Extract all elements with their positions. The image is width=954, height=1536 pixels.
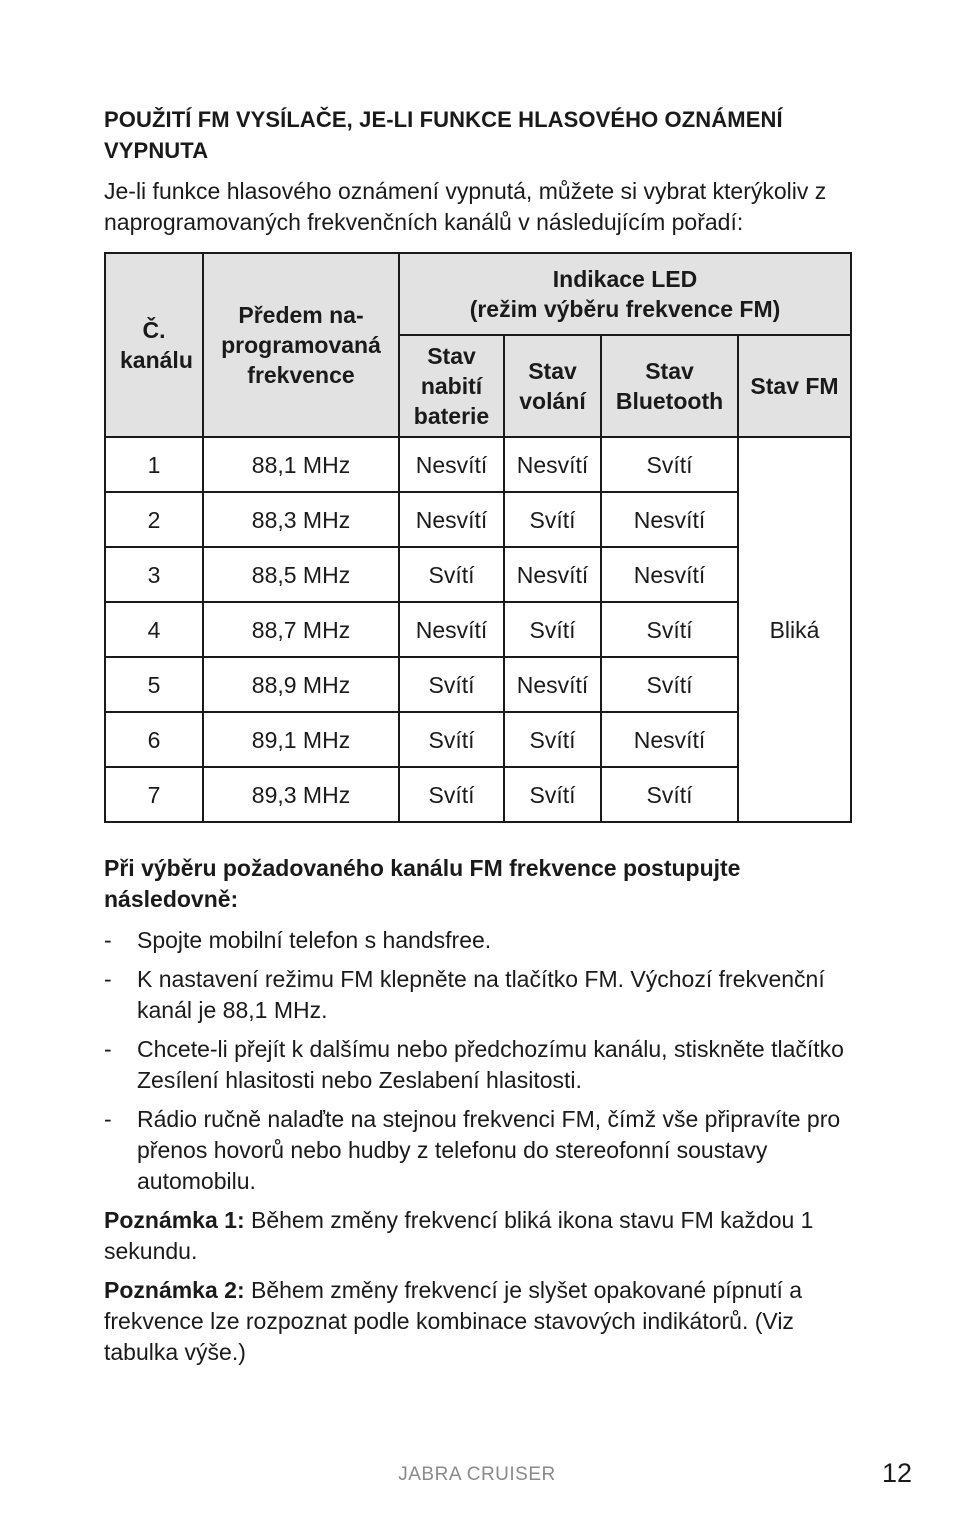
cell-channel: 2 [105,492,203,547]
cell-battery: Svítí [399,712,504,767]
note-1-text: Během změny frekvencí bliká ikona stavu FM každou 1 sekundu. [104,1207,814,1264]
note-1 [104,1205,850,1267]
cell-frequency: 88,7 MHz [203,602,399,657]
header-fm: Stav FM [738,335,851,437]
cell-frequency: 89,1 MHz [203,712,399,767]
page-footer: JABRA CRUISER [398,1464,556,1485]
list-item [104,1104,850,1197]
cell-call: Nesvítí [504,657,601,712]
step-text: K nastavení režimu FM klepněte na tlačítko FM. Výchozí frekvenční kanál je 88,1 MHz. [137,966,825,1023]
step-text: Rádio ručně nalaďte na stejnou frekvenci FM, čímž vše připravíte pro přenos hovorů nebo hudby z telefonu do stereofonní soustavy automobilu. [137,1106,841,1194]
note-2-text: Během změny frekvencí je slyšet opakované pípnutí a frekvence lze rozpoznat podle kombinace stavových indikátorů. (Viz tabulka výše.) [104,1277,803,1365]
cell-frequency: 88,3 MHz [203,492,399,547]
cell-bluetooth: Nesvítí [601,712,738,767]
cell-channel: 5 [105,657,203,712]
cell-frequency: 88,9 MHz [203,657,399,712]
page-content [104,104,850,1368]
cell-battery: Svítí [399,547,504,602]
cell-channel: 4 [105,602,203,657]
cell-fm-status: Bliká [738,437,851,822]
cell-call: Svítí [504,602,601,657]
cell-battery: Svítí [399,657,504,712]
cell-channel: 3 [105,547,203,602]
cell-call: Svítí [504,712,601,767]
cell-battery: Nesvítí [399,602,504,657]
cell-bluetooth: Svítí [601,437,738,492]
cell-bluetooth: Svítí [601,657,738,712]
header-frequency: Předem na-programovaná frekvence [203,253,399,437]
bullet-dash: - [104,927,112,953]
step-text: Chcete-li přejít k dalšímu nebo předchozímu kanálu, stiskněte tlačítko Zesílení hlasitosti nebo Zeslabení hlasitosti. [137,1036,844,1093]
note-2-label: Poznámka 2: [104,1277,245,1303]
cell-battery: Nesvítí [399,437,504,492]
list-item [104,1034,850,1096]
bullet-dash: - [104,1036,112,1062]
cell-frequency: 89,3 MHz [203,767,399,822]
intro-paragraph: Je-li funkce hlasového oznámení vypnutá, můžete si vybrat kterýkoliv z naprogramovaných frekvenčních kanálů v následujícím pořadí: [104,178,827,235]
procedure-heading: Při výběru požadovaného kanálu FM frekvence postupujte následovně: [104,855,741,912]
header-channel: Č. kanálu [105,253,203,437]
cell-battery: Svítí [399,767,504,822]
cell-call: Nesvítí [504,547,601,602]
cell-frequency: 88,1 MHz [203,437,399,492]
header-call: Stav volání [504,335,601,437]
procedure-steps [104,925,850,1197]
fm-channel-table [104,252,852,823]
cell-bluetooth: Nesvítí [601,547,738,602]
cell-channel: 7 [105,767,203,822]
cell-frequency: 88,5 MHz [203,547,399,602]
list-item [104,925,850,956]
header-led-group [399,253,851,335]
section-heading: POUŽITÍ FM VYSÍLAČE, JE-LI FUNKCE HLASOVÉHO OZNÁMENÍ VYPNUTA [104,107,783,163]
cell-call: Svítí [504,492,601,547]
cell-call: Nesvítí [504,437,601,492]
step-text: Spojte mobilní telefon s handsfree. [137,927,492,953]
header-led-group-subtitle: (režim výběru frekvence FM) [469,296,781,322]
cell-channel: 1 [105,437,203,492]
page-number: 12 [881,1458,912,1488]
table-row [105,437,851,492]
bullet-dash: - [104,966,112,992]
cell-bluetooth: Svítí [601,602,738,657]
note-2 [104,1275,850,1368]
cell-bluetooth: Svítí [601,767,738,822]
list-item [104,964,850,1026]
cell-battery: Nesvítí [399,492,504,547]
note-1-label: Poznámka 1: [104,1207,245,1233]
cell-call: Svítí [504,767,601,822]
cell-bluetooth: Nesvítí [601,492,738,547]
cell-channel: 6 [105,712,203,767]
header-led-group-title: Indikace LED [552,266,698,292]
header-battery: Stav nabití baterie [399,335,504,437]
header-bluetooth: Stav Bluetooth [601,335,738,437]
bullet-dash: - [104,1106,112,1132]
